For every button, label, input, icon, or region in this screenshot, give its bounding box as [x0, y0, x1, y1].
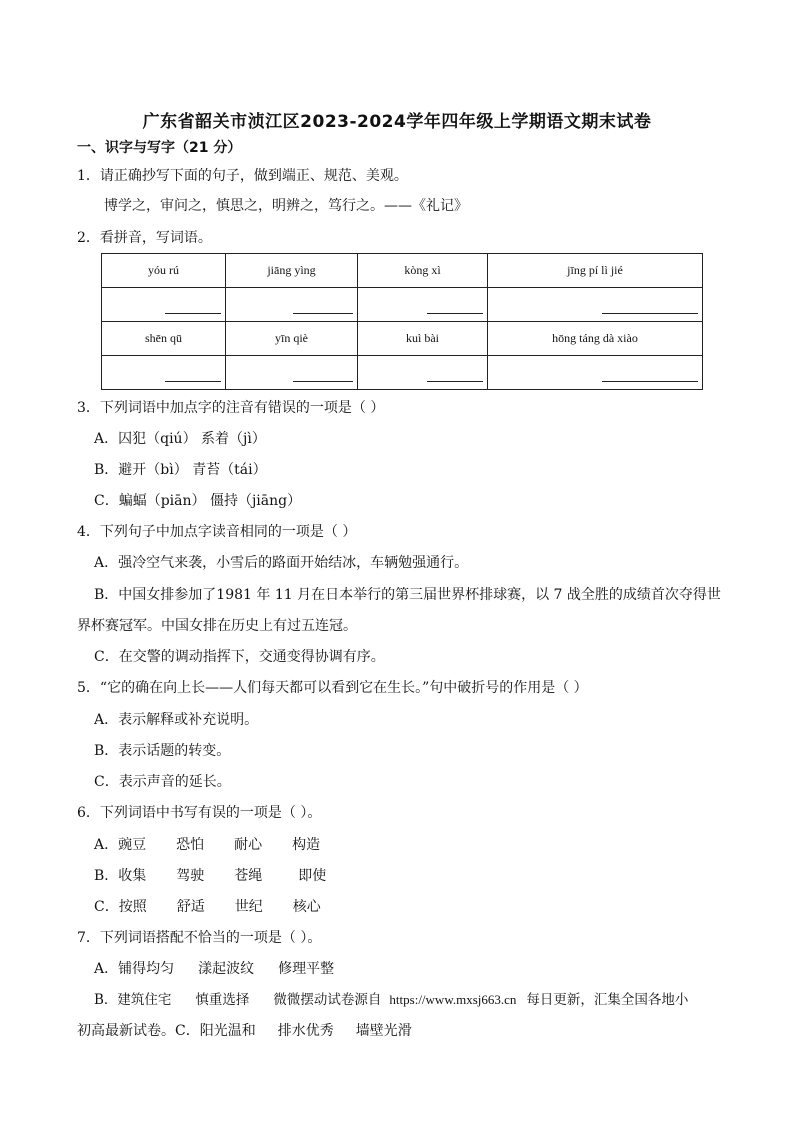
word: B．建筑住宅	[94, 992, 172, 1008]
answer-cell[interactable]	[226, 288, 358, 322]
word: 世纪	[234, 899, 263, 915]
word: B．收集	[94, 868, 147, 884]
word: 苍绳	[234, 868, 263, 884]
pinyin-row	[102, 254, 703, 288]
word: 慎重选择	[195, 992, 250, 1008]
option-c	[94, 897, 321, 917]
option-c: C．蝙蝠（piān） 僵持（jiāng）	[94, 493, 302, 509]
answer-row	[102, 356, 703, 390]
source-note: 初高最新试卷。	[77, 1023, 175, 1039]
pinyin-cell: kuì bài	[358, 322, 488, 356]
source-note: 每日更新，汇集全国各地小	[526, 992, 689, 1008]
question-7-stem: 7．下列词语搭配不恰当的一项是（ ）。	[77, 930, 322, 946]
answer-cell[interactable]	[488, 288, 703, 322]
word: 墙壁光滑	[355, 1023, 412, 1039]
pinyin-cell: shēn qū	[102, 322, 226, 356]
option-b: B．中国女排参加了1981 年 11 月在日本举行的第三届世界杯排球赛，以 7 战全胜的成绩首次夺得世	[94, 587, 721, 603]
pinyin-cell: jīng pí lì jié	[488, 254, 703, 288]
word: 构造	[292, 837, 321, 853]
word: C．阳光温和	[175, 1023, 256, 1039]
word: 舒适	[176, 899, 205, 915]
pinyin-row	[102, 322, 703, 356]
question-1-stem: 1．请正确抄写下面的句子，做到端正、规范、美观。	[77, 168, 408, 184]
option-b	[94, 866, 326, 886]
option-a	[94, 835, 320, 855]
word: 核心	[292, 899, 321, 915]
option-c: C．在交警的调动指挥下，交通变得协调有序。	[94, 649, 385, 665]
question-6-stem: 6．下列词语中书写有误的一项是（ ）。	[77, 805, 322, 821]
answer-cell[interactable]	[102, 288, 226, 322]
option-b-continued: 界杯赛冠军。中国女排在历史上有过五连冠。	[77, 618, 357, 634]
pinyin-table	[101, 253, 703, 390]
pinyin-cell: hōng táng dà xiào	[488, 322, 703, 356]
source-link[interactable]: https://www.mxsj663.cn	[389, 992, 517, 1007]
answer-row	[102, 288, 703, 322]
question-5-stem: 5．“它的确在向上长——人们每天都可以看到它在生长。”句中破折号的作用是（ ）	[77, 680, 588, 696]
option-b	[94, 990, 688, 1010]
word: 驾驶	[176, 868, 205, 884]
word: 修理平整	[278, 961, 335, 977]
source-note: 微微摆动试卷源自	[273, 992, 382, 1008]
answer-cell[interactable]	[226, 356, 358, 390]
word: 漾起波纹	[198, 961, 255, 977]
answer-cell[interactable]	[358, 356, 488, 390]
question-3-stem: 3．下列词语中加点字的注音有错误的一项是（ ）	[77, 400, 385, 416]
option-b: B．避开（bì） 青苔（tái）	[94, 462, 267, 478]
option-a: A．强冷空气来袭，小雪后的路面开始结冰，车辆勉强通行。	[94, 555, 469, 571]
page-title: 广东省韶关市浈江区2023-2024学年四年级上学期语文期末试卷	[142, 112, 652, 132]
word: C．按照	[94, 899, 147, 915]
pinyin-cell: jiāng yìng	[226, 254, 358, 288]
question-2-stem: 2．看拼音，写词语。	[77, 230, 212, 246]
word: 恐怕	[176, 837, 205, 853]
pinyin-cell: kòng xì	[358, 254, 488, 288]
question-4-stem: 4．下列句子中加点字读音相同的一项是（ ）	[77, 524, 357, 540]
answer-cell[interactable]	[102, 356, 226, 390]
option-a	[94, 959, 334, 979]
question-1-quote: 博学之，审问之，慎思之，明辨之，笃行之。——《礼记》	[104, 198, 468, 214]
option-b-continued	[77, 1021, 412, 1041]
pinyin-cell: yīn qiè	[226, 322, 358, 356]
word: 即使	[298, 868, 327, 884]
word: 耐心	[234, 837, 263, 853]
option-a: A．表示解释或补充说明。	[94, 712, 259, 728]
word: A．豌豆	[94, 837, 147, 853]
answer-cell[interactable]	[358, 288, 488, 322]
answer-cell[interactable]	[488, 356, 703, 390]
option-b: B．表示话题的转变。	[94, 743, 231, 759]
word: A．铺得均匀	[94, 961, 175, 977]
option-c: C．表示声音的延长。	[94, 774, 231, 790]
option-a: A．囚犯（qiú） 系着（jì）	[94, 431, 266, 447]
section-heading: 一、识字与写字（21 分）	[77, 140, 242, 156]
pinyin-cell: yóu rú	[102, 254, 226, 288]
word: 排水优秀	[277, 1023, 334, 1039]
